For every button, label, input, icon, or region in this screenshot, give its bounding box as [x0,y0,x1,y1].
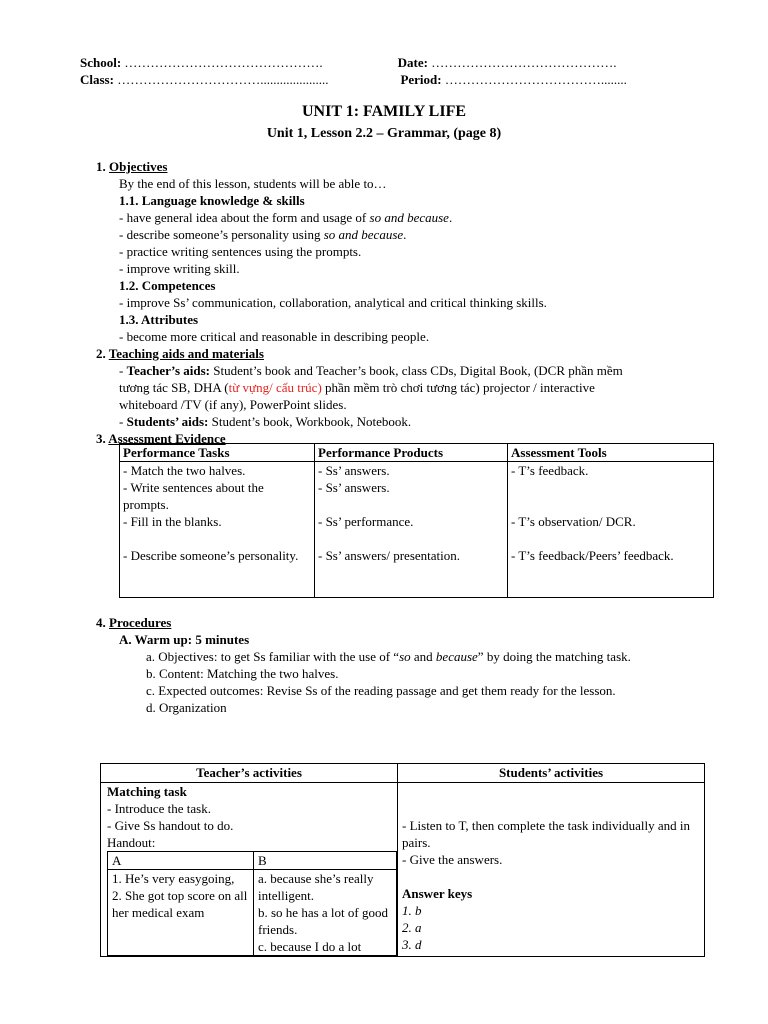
handout-a-cell [108,870,254,956]
objectives-num: 1. [96,159,109,174]
handout-b-cell [254,870,397,956]
tool-item: - T’s feedback. [511,463,589,478]
answer-key: 3. d [402,937,422,952]
warmup-objectives [96,648,706,665]
objective-line-2 [96,226,726,243]
attributes-line: - become more critical and reasonable in describing people. [119,329,430,344]
subheading-1-3: 1.3. Attributes [119,312,199,327]
task-item: - Describe someone’s personality. [123,548,299,563]
matching-task-label: Matching task [107,784,187,799]
activities-body-row [101,783,705,957]
products-cell [315,462,508,598]
activities-table [100,763,705,957]
handout-b-item: a. because she’s really intelligent. [258,871,374,903]
lesson-title: Unit 1, Lesson 2.2 – Grammar, (page 8) [266,126,502,141]
school-dots: ………………………………………. [124,55,323,70]
obj-italic: so and because [323,227,404,242]
handout-b-item: b. so he has a lot of good friends. [258,905,388,937]
handout-col-b: B [254,852,397,870]
subheading-1-2: 1.2. Competences [119,278,216,293]
product-item: - Ss’ answers. [318,480,390,495]
students-aids-text: Student’s book, Workbook, Notebook. [208,414,412,429]
tools-cell [508,462,714,598]
warmup-content: b. Content: Matching the two halves. [146,666,339,681]
answer-key: 1. b [402,903,422,918]
product-item: - Ss’ answers. [318,463,390,478]
objectives-heading-text: Objectives [109,159,168,174]
teacher-activities-cell [101,783,398,957]
competences-line: - improve Ss’ communication, collaboration, analytical and critical thinking skills. [119,295,547,310]
teacher-step-2: - Give Ss handout to do. [107,818,234,833]
class-dots: ……………………………..................... [117,72,329,87]
task-item: - Write sentences about the prompts. [123,480,264,512]
teacher-aids-label: Teacher’s aids: [126,363,211,378]
assessment-header-row [120,444,714,462]
objectives-intro: By the end of this lesson, students will be able to… [119,176,387,191]
students-aids: - Students’ aids: Student’s book, Workbook, Notebook. [119,414,412,429]
obj-text: - describe someone’s personality using [119,227,324,242]
answer-key: 2. a [402,920,422,935]
date-label: Date: [397,55,428,70]
handout-label: Handout: [107,835,156,850]
obj-end: . [403,227,407,242]
teacher-aids-text: Student’s book and Teacher’s book, class CDs, Digital Book, (DCR phần mềm tương tác SB, DHA ( [119,363,623,395]
warm-up-heading: A. Warm up: 5 minutes [119,632,250,647]
assessment-body-row [120,462,714,598]
warmup-organization: d. Organization [146,700,227,715]
warmup-outcomes: c. Expected outcomes: Revise Ss of the reading passage and get them ready for the lesson. [146,683,616,698]
teacher-activities-header: Teacher’s activities [101,764,398,783]
header-row-class [80,71,627,88]
student-step-2: - Give the answers. [402,852,503,867]
handout-table [107,851,397,956]
students-activities-cell [398,783,705,957]
handout-b-item: c. because I do a lot [258,939,362,954]
procedures-num: 4. [96,615,109,630]
product-item: - Ss’ performance. [318,514,414,529]
handout-a-item: 1. He’s very easygoing, [112,871,235,886]
task-item: - Fill in the blanks. [123,514,222,529]
unit-title: UNIT 1: FAMILY LIFE [301,103,467,120]
teacher-aids: - Teacher’s aids: Student’s book and Teacher’s book, class CDs, Digital Book, (DCR phần mềm tương tác SB, DHA (từ vựng/ cấu trúc) phần mềm trò chơi tương tác) projector / interactive whiteboard /TV (if any), PowerPoint slides. [119,363,623,412]
activities-header-row [101,764,705,783]
subheading-1-1: 1.1. Language knowledge & skills [119,193,305,208]
col-assessment-tools: Assessment Tools [508,444,714,462]
assessment-num: 3. [96,431,109,446]
tool-item: - T’s feedback/Peers’ feedback. [511,548,674,563]
teacher-aids-text-2: phần mềm trò chơi tương tác) projector / interactive whiteboard /TV (if any), PowerPoint slides. [119,380,595,412]
wu-obj-and: and [410,649,436,664]
date-dots: ……………………………………. [431,55,617,70]
class-label: Class: [80,72,114,87]
obj-end: . [448,210,453,225]
answer-keys-label: Answer keys [402,886,473,901]
wu-obj-end: ” by doing the matching task. [477,649,631,664]
obj-italic: so and because [369,210,449,225]
header-row-school [80,54,617,71]
students-activities-header: Students’ activities [398,764,705,783]
assessment-table [119,443,714,598]
obj-text: - have general idea about the form and usage of [119,210,370,225]
handout-a-item: 2. She got top score on all her medical exam [112,888,248,920]
wu-obj-because: because [435,649,478,664]
aids-heading-text: Teaching aids and materials [108,346,264,361]
objectives-heading [96,158,726,175]
teacher-step-1: - Introduce the task. [107,801,211,816]
product-item: - Ss’ answers/ presentation. [318,548,461,563]
period-label: Period: [400,72,442,87]
student-step-1: - Listen to T, then complete the task individually and in pairs. [402,818,690,850]
period-dots: ………………………………........ [444,72,627,87]
school-label: School: [80,55,122,70]
objective-line-3: - practice writing sentences using the prompts. [119,244,362,259]
objective-line-1 [96,209,726,226]
tool-item: - T’s observation/ DCR. [511,514,636,529]
students-aids-label: Students’ aids: [126,414,209,429]
assessment-heading-text: Assessment Evidence [108,431,226,446]
col-performance-tasks: Performance Tasks [120,444,315,462]
aids-num: 2. [96,346,109,361]
handout-col-a: A [108,852,254,870]
tasks-cell [120,462,315,598]
teacher-aids-red: từ vựng/ cấu trúc) [228,380,322,395]
procedures-section [96,614,726,716]
wu-obj-text: a. Objectives: to get Ss familiar with the use of “ [146,649,400,664]
objective-line-4: - improve writing skill. [119,261,240,276]
procedures-heading [96,614,726,631]
lesson-body [96,158,726,447]
aids-heading [96,345,726,362]
col-performance-products: Performance Products [315,444,508,462]
wu-obj-so: so [399,649,411,664]
procedures-heading-text: Procedures [109,615,172,630]
task-item: - Match the two halves. [123,463,246,478]
